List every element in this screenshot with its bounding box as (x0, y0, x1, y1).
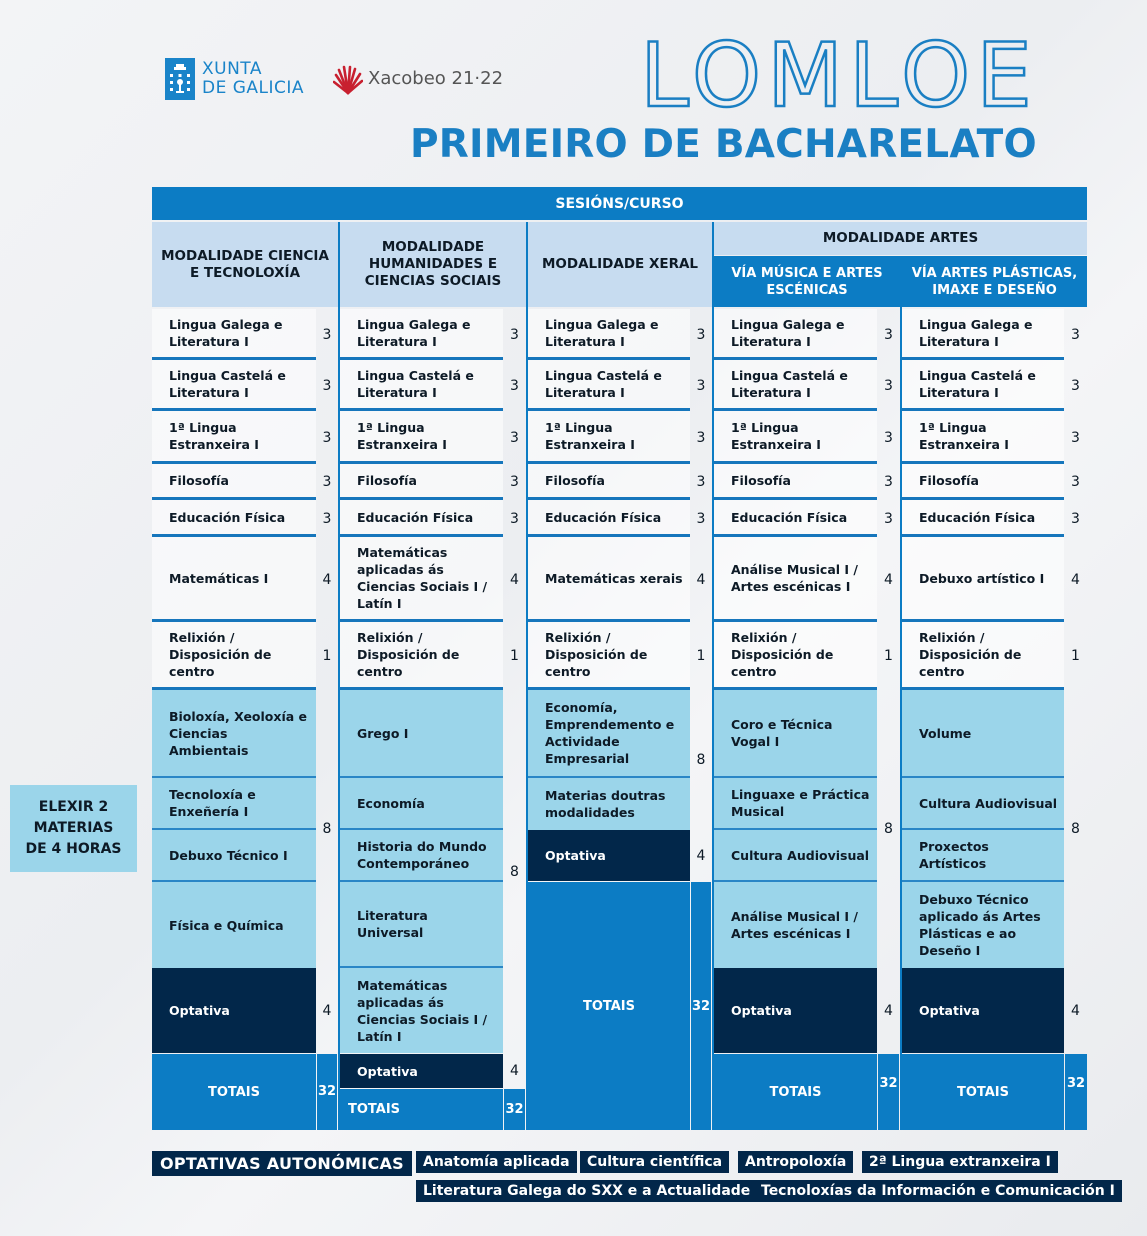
hours-value: 8 (322, 821, 332, 837)
optativa-chip: Antropoloxía (738, 1151, 853, 1173)
subject-cell: Lingua Castelá e Literatura I (152, 360, 316, 411)
hours-value: 3 (696, 510, 706, 527)
subject-cell: Educación Física (152, 500, 316, 537)
subject-cell: Debuxo artístico I (902, 537, 1064, 622)
hours-value: 3 (884, 429, 893, 446)
subject-cell: Economía, Emprendemento e Actividade Empresarial (528, 690, 690, 778)
totais-label: TOTAIS (902, 1054, 1064, 1130)
hours-value: 8 (510, 863, 519, 880)
subject-cell: Coro e Técnica Vogal I (714, 690, 877, 778)
optativa-chip: 2ª Lingua extranxeira I (862, 1151, 1058, 1173)
hours-value: 4 (884, 571, 893, 588)
optativa-cell: Optativa (152, 968, 316, 1053)
subject-cell: Linguaxe e Práctica Musical (714, 778, 877, 830)
subject-cell: Volume (902, 690, 1064, 778)
subject-cell: Grego I (340, 690, 503, 778)
totais-label: TOTAIS (340, 1089, 503, 1130)
subject-cell: Debuxo Técnico aplicado ás Artes Plásticas e ao Deseño I (902, 882, 1064, 968)
subject-cell: Análise Musical I / Artes escénicas I (714, 537, 877, 622)
optativa-chip: Anatomía aplicada (416, 1151, 577, 1173)
subject-cell: Filosofía (152, 464, 316, 500)
xunta-line1: XUNTA (202, 59, 262, 79)
subject-cell: Lingua Galega e Literatura I (152, 309, 316, 360)
subject-cell: 1ª Lingua Estranxeira I (528, 411, 690, 464)
subject-cell: Lingua Galega e Literatura I (340, 309, 503, 360)
page-subtitle: PRIMEIRO DE BACHARELATO (410, 122, 1037, 167)
subject-cell: Física e Química (152, 882, 316, 968)
subject-cell: Lingua Castelá e Literatura I (714, 360, 877, 411)
subject-cell: Debuxo Técnico I (152, 830, 316, 882)
hours-value: 4 (510, 1063, 519, 1079)
optativa-cell: Optativa (340, 1054, 503, 1088)
xunta-line2: DE GALICIA (202, 78, 305, 98)
xacobeo-wordmark: Xacobeo 21·22 (368, 68, 504, 89)
subject-cell: Relixión / Disposición de centro (528, 622, 690, 690)
column-header-artes: MODALIDADE ARTES (714, 222, 1087, 255)
elexir-note (10, 785, 137, 872)
hours-value: 3 (510, 474, 519, 490)
subject-cell: Lingua Castelá e Literatura I (902, 360, 1064, 411)
hours-value: 4 (322, 571, 332, 588)
subject-cell: Educación Física (714, 500, 877, 537)
subject-cell: Relixión / Disposición de centro (340, 622, 503, 690)
column-header-plasticas: VÍA ARTES PLÁSTICAS, IMAXE E DESEÑO (902, 256, 1087, 307)
total-value: 32 (317, 1054, 337, 1130)
hours-value: 3 (696, 429, 706, 446)
subject-cell: Relixión / Disposición de centro (714, 622, 877, 690)
hours-value: 3 (884, 377, 893, 394)
subject-cell: Matemáticas aplicadas ás Ciencias Sociais I / Latín I (340, 968, 503, 1053)
total-value: 32 (504, 1089, 525, 1130)
column-header-humanidades: MODALIDADE HUMANIDADES E CIENCIAS SOCIAIS (340, 222, 526, 307)
hours-value: 3 (1071, 429, 1080, 446)
hours-value: 1 (322, 648, 332, 664)
hours-value: 8 (884, 821, 893, 837)
hours-value: 3 (510, 429, 519, 446)
hours-value: 4 (1071, 1002, 1080, 1019)
subject-cell: Análise Musical I / Artes escénicas I (714, 882, 877, 968)
subject-cell: Lingua Galega e Literatura I (902, 309, 1064, 360)
elexir-line2: MATERIAS (33, 820, 114, 836)
optativa-cell: Optativa (528, 830, 690, 881)
optativa-chip: Literatura Galega do SXX e a Actualidade (416, 1180, 757, 1202)
total-value: 32 (878, 1054, 899, 1130)
elexir-line3: DE 4 HORAS (25, 841, 122, 857)
hours-value: 3 (1071, 326, 1080, 343)
subject-cell: Economía (340, 778, 503, 830)
optativas-autonomicas-label: OPTATIVAS AUTONÓMICAS (152, 1151, 412, 1176)
hours-value: 3 (322, 326, 332, 343)
subject-cell: Educación Física (340, 500, 503, 537)
column-header-xeral: MODALIDADE XERAL (528, 222, 712, 307)
hours-value: 3 (510, 377, 519, 394)
totais-label: TOTAIS (528, 882, 690, 1130)
page-title: LOMLOE (640, 24, 1038, 127)
hours-value: 4 (510, 571, 519, 588)
hours-value: 1 (884, 648, 893, 664)
subject-cell: Materias doutras modalidades (528, 778, 690, 830)
hours-value: 4 (322, 1002, 332, 1019)
hours-value: 3 (1071, 510, 1080, 527)
subject-cell: 1ª Lingua Estranxeira I (902, 411, 1064, 464)
hours-value: 1 (696, 648, 706, 664)
optativa-chip: Cultura científica (580, 1151, 729, 1173)
subject-cell: Lingua Castelá e Literatura I (528, 360, 690, 411)
subject-cell: Historia do Mundo Contemporáneo (340, 830, 503, 882)
hours-value: 3 (322, 474, 332, 490)
subject-cell: Filosofía (714, 464, 877, 500)
hours-value: 3 (884, 474, 893, 490)
subject-cell: Relixión / Disposición de centro (902, 622, 1064, 690)
subject-cell: Tecnoloxía e Enxeñería I (152, 778, 316, 830)
hours-value: 3 (884, 326, 893, 343)
hours-value: 3 (1071, 377, 1080, 394)
subject-cell: Lingua Castelá e Literatura I (340, 360, 503, 411)
hours-value: 1 (510, 648, 519, 664)
subject-cell: Proxectos Artísticos (902, 830, 1064, 882)
subject-cell: 1ª Lingua Estranxeira I (152, 411, 316, 464)
subject-cell: Educación Física (528, 500, 690, 537)
hours-value: 3 (510, 510, 519, 527)
hours-value: 4 (696, 571, 706, 588)
sesions-curso-header: SESIÓNS/CURSO (152, 187, 1087, 220)
hours-value: 3 (696, 474, 706, 490)
elexir-line1: ELEXIR 2 (38, 799, 109, 815)
subject-cell: Lingua Galega e Literatura I (528, 309, 690, 360)
subject-cell: Cultura Audiovisual (902, 778, 1064, 830)
subject-cell: 1ª Lingua Estranxeira I (714, 411, 877, 464)
hours-value: 3 (696, 326, 706, 343)
optativa-cell: Optativa (714, 968, 877, 1053)
subject-cell: Matemáticas aplicadas ás Ciencias Sociais I / Latín I (340, 537, 503, 622)
total-value: 32 (1065, 1054, 1087, 1130)
optativa-chip: Tecnoloxías da Información e Comunicación I (754, 1180, 1122, 1202)
galicia-shield-icon (165, 58, 195, 100)
hours-value: 3 (322, 377, 332, 394)
totais-label: TOTAIS (152, 1054, 316, 1130)
subject-cell: 1ª Lingua Estranxeira I (340, 411, 503, 464)
subject-cell: Filosofía (340, 464, 503, 500)
hours-value: 3 (1071, 474, 1080, 490)
column-header-musica: VÍA MÚSICA E ARTES ESCÉNICAS (714, 256, 900, 307)
subject-cell: Matemáticas xerais (528, 537, 690, 622)
subject-cell: Filosofía (902, 464, 1064, 500)
hours-value: 3 (322, 429, 332, 446)
hours-value: 8 (696, 752, 706, 768)
subject-cell: Bioloxía, Xeoloxía e Ciencias Ambientais (152, 690, 316, 778)
xunta-wordmark (202, 60, 304, 98)
hours-value: 4 (696, 847, 706, 864)
optativa-cell: Optativa (902, 968, 1064, 1053)
hours-value: 4 (1071, 571, 1080, 588)
total-value: 32 (691, 882, 711, 1130)
subject-cell: Cultura Audiovisual (714, 830, 877, 882)
hours-value: 3 (322, 510, 332, 527)
scallop-shell-icon (333, 65, 363, 95)
subject-cell: Relixión / Disposición de centro (152, 622, 316, 690)
totais-label: TOTAIS (714, 1054, 877, 1130)
hours-value: 3 (696, 377, 706, 394)
hours-value: 8 (1071, 821, 1080, 837)
hours-value: 3 (510, 326, 519, 343)
subject-cell: Literatura Universal (340, 882, 503, 968)
subject-cell: Lingua Galega e Literatura I (714, 309, 877, 360)
column-header-ciencia: MODALIDADE CIENCIA E TECNOLOXÍA (152, 222, 338, 307)
hours-value: 3 (884, 510, 893, 527)
hours-value: 4 (884, 1002, 893, 1019)
subject-cell: Matemáticas I (152, 537, 316, 622)
subject-cell: Filosofía (528, 464, 690, 500)
subject-cell: Educación Física (902, 500, 1064, 537)
hours-value: 1 (1071, 648, 1080, 664)
